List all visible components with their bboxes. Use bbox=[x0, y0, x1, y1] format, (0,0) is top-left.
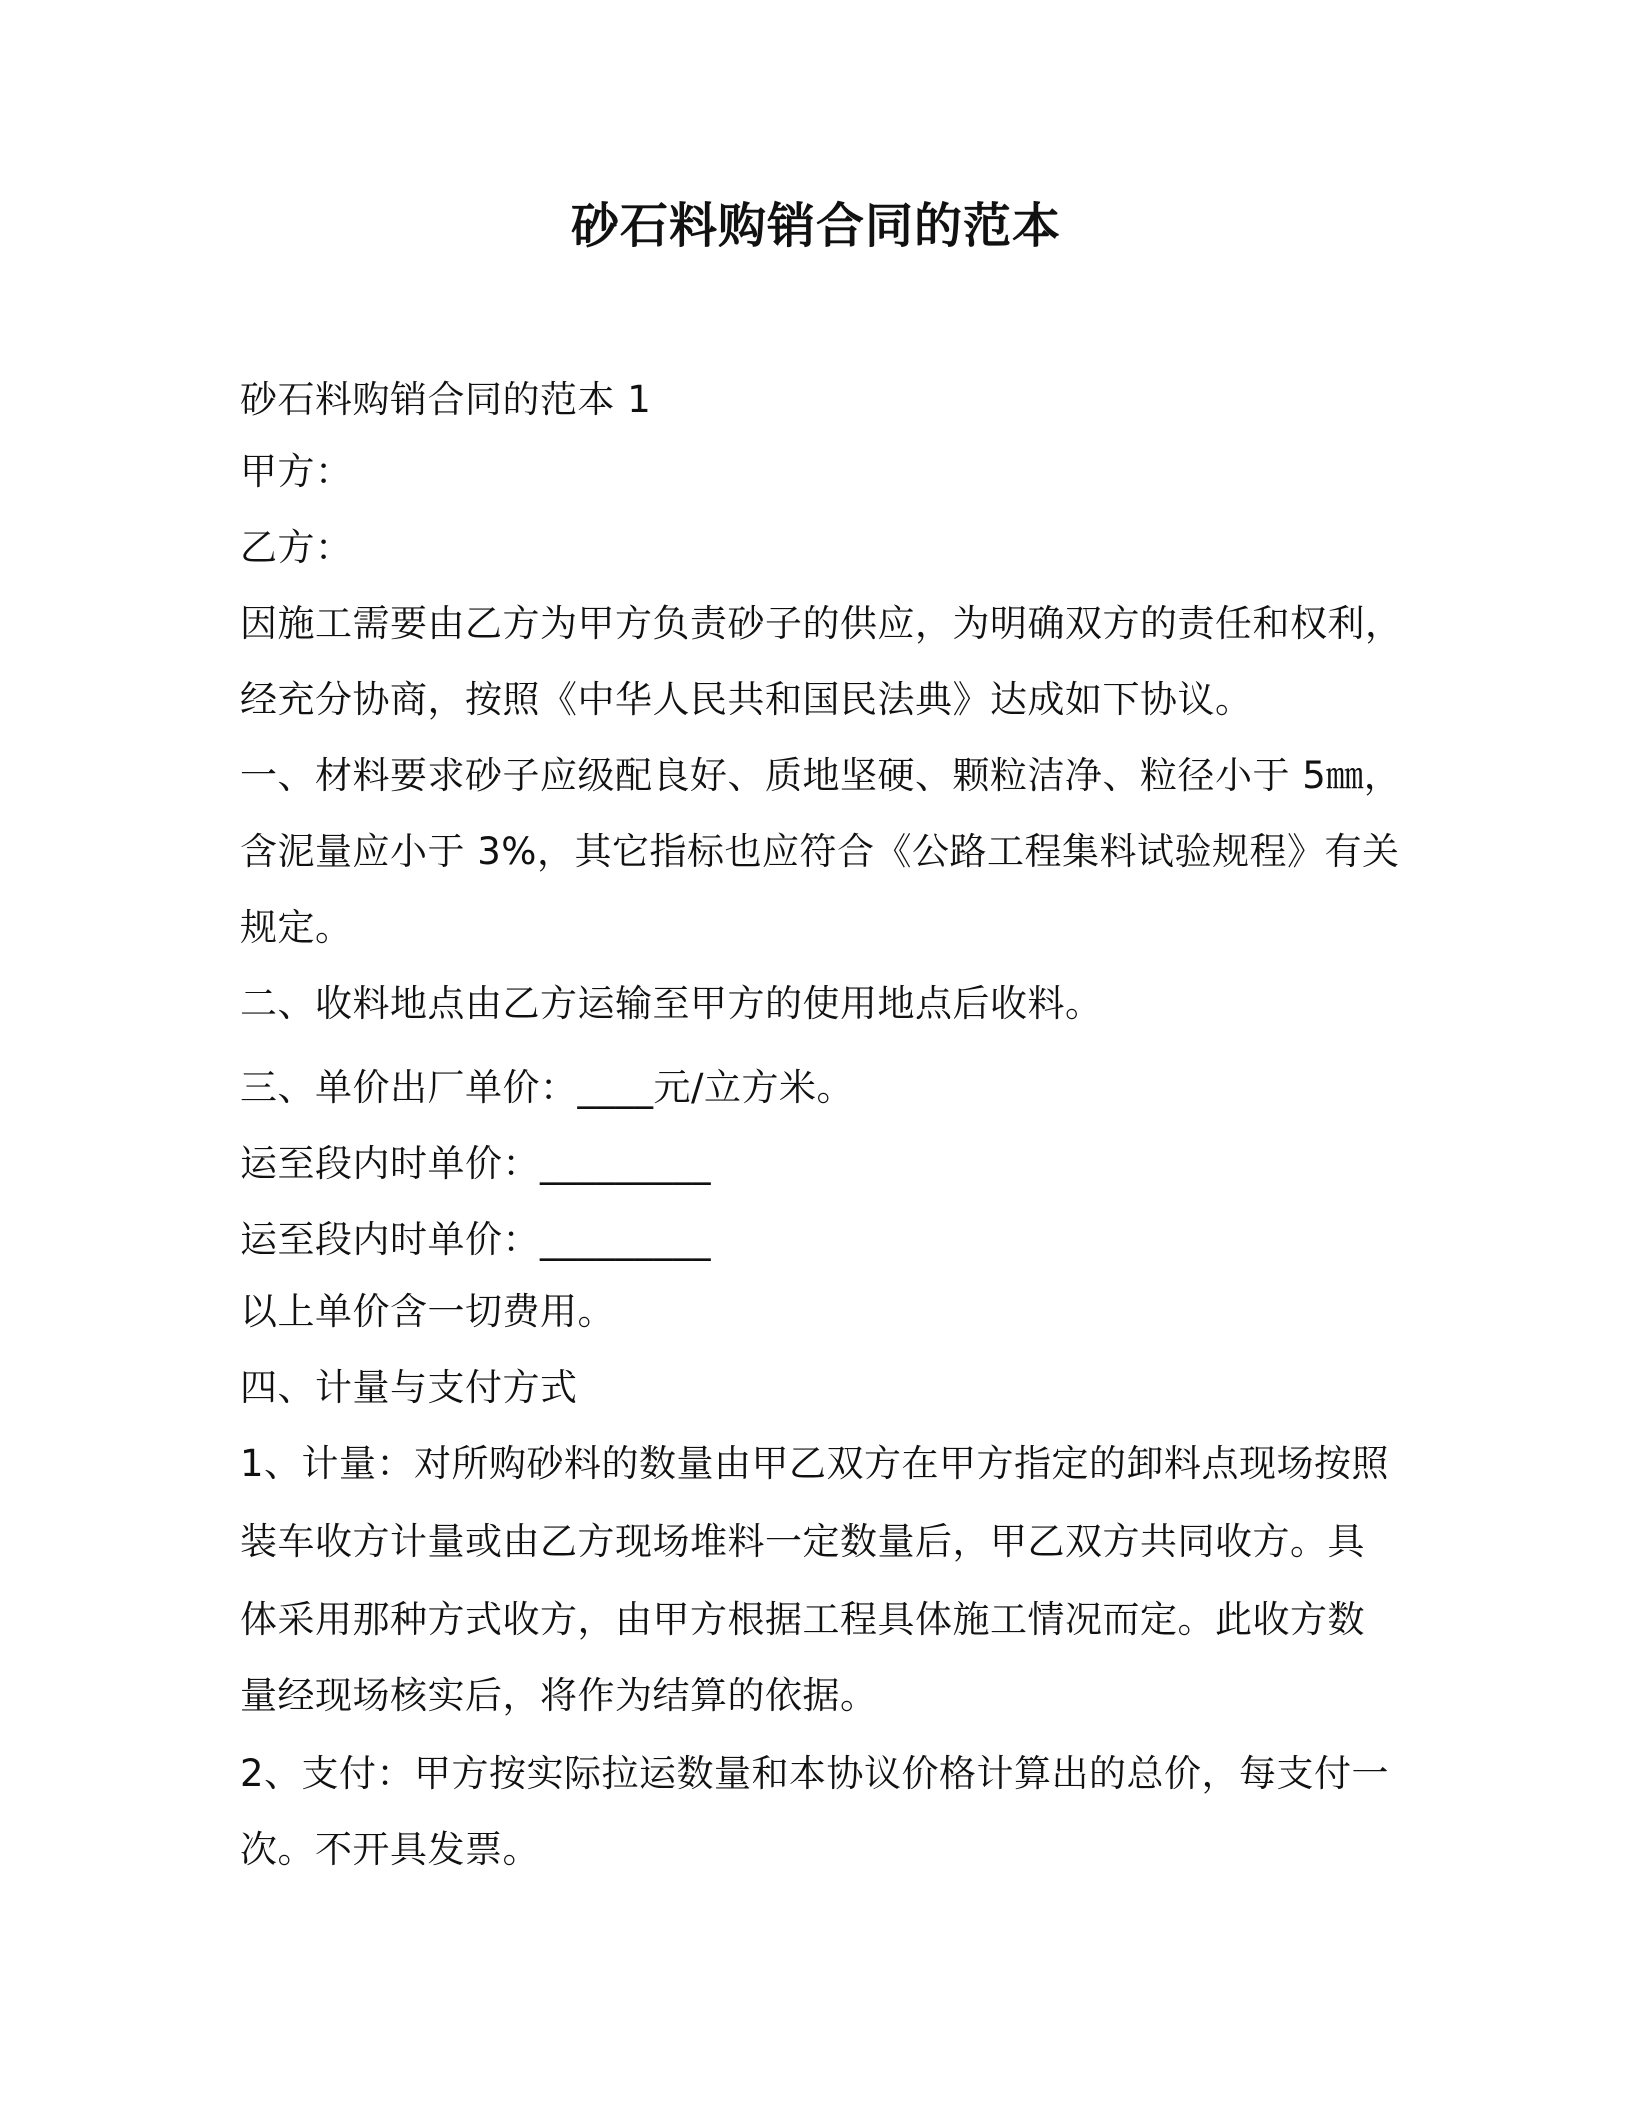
text-line: 1、计量：对所购砂料的数量由甲乙双方在甲方指定的卸料点现场按照 bbox=[240, 1442, 1390, 1485]
text-line: 乙方： bbox=[240, 526, 353, 569]
text-line: 装车收方计量或由乙方现场堆料一定数量后，甲乙双方共同收方。具 bbox=[240, 1520, 1365, 1563]
text-line: 含泥量应小于 3%，其它指标也应符合《公路工程集料试验规程》有关 bbox=[240, 830, 1400, 873]
text-line: 量经现场核实后，将作为结算的依据。 bbox=[240, 1674, 878, 1717]
text-line: 规定。 bbox=[240, 906, 353, 949]
text-line: 运至段内时单价：_________ bbox=[240, 1218, 711, 1261]
text-line: 二、收料地点由乙方运输至甲方的使用地点后收料。 bbox=[240, 982, 1103, 1025]
text-line: 四、计量与支付方式 bbox=[240, 1366, 578, 1409]
text-line: 三、单价出厂单价：____元/立方米。 bbox=[240, 1066, 854, 1109]
text-line: 次。不开具发票。 bbox=[240, 1828, 540, 1871]
document-title: 砂石料购销合同的范本 bbox=[570, 198, 1061, 254]
text-line: 甲方： bbox=[240, 450, 353, 493]
text-line: 以上单价含一切费用。 bbox=[240, 1290, 615, 1333]
text-line: 砂石料购销合同的范本 1 bbox=[240, 378, 652, 421]
text-line: 运至段内时单价：_________ bbox=[240, 1142, 711, 1185]
text-line: 一、材料要求砂子应级配良好、质地坚硬、颗粒洁净、粒径小于 5㎜， bbox=[240, 754, 1402, 797]
text-line: 因施工需要由乙方为甲方负责砂子的供应，为明确双方的责任和权利， bbox=[240, 602, 1403, 645]
text-line: 体采用那种方式收方，由甲方根据工程具体施工情况而定。此收方数 bbox=[240, 1598, 1365, 1641]
text-line: 2、支付：甲方按实际拉运数量和本协议价格计算出的总价，每支付一 bbox=[240, 1752, 1390, 1795]
text-line: 经充分协商，按照《中华人民共和国民法典》达成如下协议。 bbox=[240, 678, 1253, 721]
